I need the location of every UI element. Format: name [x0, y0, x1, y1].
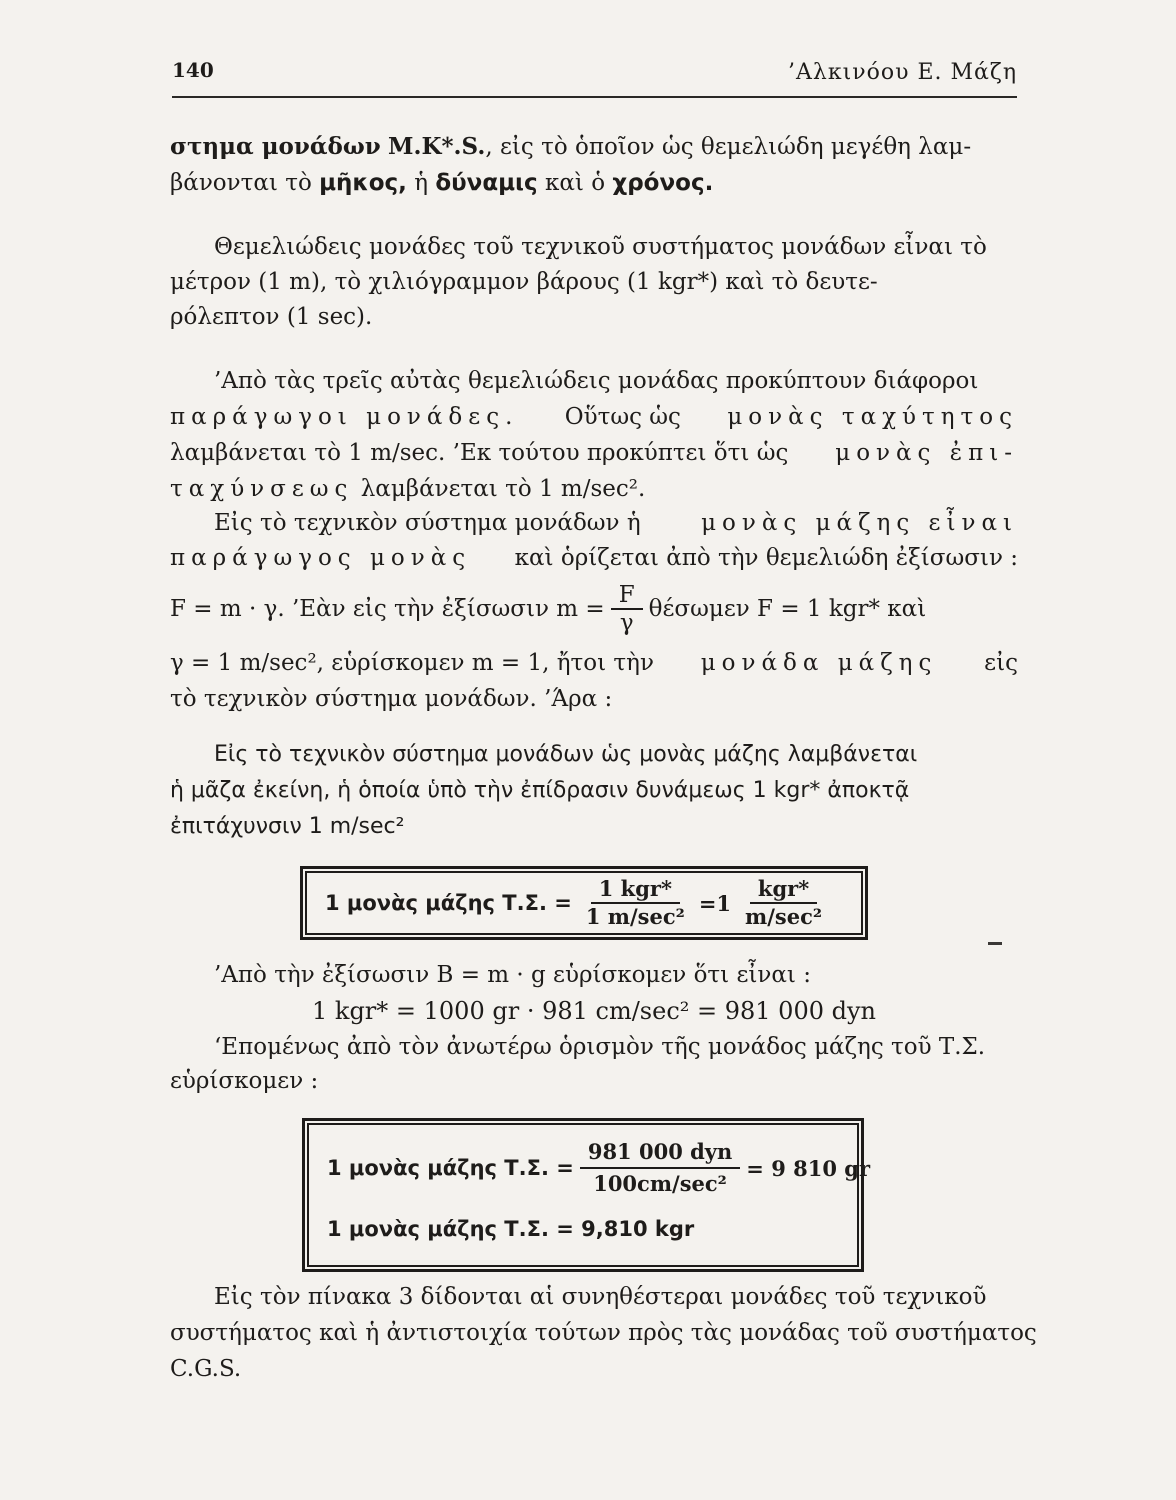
box-2-row-1-lhs: 1 μονὰς μάζης Τ.Σ. = — [327, 1156, 574, 1180]
fraction-numerator: 981 000 dyn — [580, 1137, 740, 1169]
text-span: ἡ — [414, 170, 429, 196]
spaced-term: μονὰς ἐπι- — [835, 440, 1018, 466]
paragraph-3-line-3 — [170, 438, 1018, 468]
fraction-numerator: 1 kgr* — [591, 876, 680, 904]
spaced-term: μονάδα μάζης — [700, 650, 938, 676]
paragraph-1-line-2 — [170, 168, 1018, 198]
spaced-term: παράγωγος μονὰς — [170, 545, 472, 571]
paragraph-5-line-3: ‘Επομένως ἀπὸ τὸν ἀνωτέρω ὁρισμὸν τῆς μονάδος μάζης τοῦ Τ.Σ. — [214, 1034, 986, 1060]
fraction-denominator: γ — [619, 610, 634, 636]
fraction-numerator: kgr* — [750, 876, 817, 904]
fraction-denominator: m/sec² — [745, 904, 823, 929]
page-header — [172, 56, 1017, 98]
print-mark — [988, 942, 1002, 945]
definition-line-1: Εἰς τὸ τεχνικὸν σύστημα μονάδων ὡς μονὰς μάζης λαμβάνεται — [214, 742, 918, 767]
paragraph-4-line-3 — [170, 580, 1018, 638]
spaced-term: μονὰς ταχύτητος — [727, 404, 1018, 430]
box-2-row-2: 1 μονὰς μάζης Τ.Σ. = 9,810 kgr — [327, 1217, 695, 1241]
text-span: F = m · γ. ’Εὰν εἰς τὴν ἐξίσωσιν m = — [170, 596, 605, 622]
box-1-fraction-2 — [737, 876, 830, 930]
text-span: στημα μονάδων — [170, 133, 381, 160]
spaced-term: ταχύνσεως — [170, 476, 354, 502]
bold-term: μῆκος, — [319, 170, 407, 196]
paragraph-6-line-2: συστήματος καὶ ἡ ἀντιστοιχία τούτων πρὸς τὰς μονάδας τοῦ συστήματος — [170, 1320, 1037, 1346]
paragraph-5-line-4: εὑρίσκομεν : — [170, 1068, 319, 1094]
fraction-f-over-gamma — [611, 582, 643, 636]
paragraph-1-line-1 — [170, 132, 1018, 162]
text-span: Οὕτως ὡς — [564, 404, 681, 430]
paragraph-5-line-1: ’Απὸ τὴν ἐξίσωσιν B = m · g εὑρίσκομεν ὅτι εἶναι : — [214, 962, 812, 988]
page-number: 140 — [172, 58, 214, 82]
text-span: M.K*.S. — [388, 133, 486, 160]
box-1-fraction-1 — [578, 876, 693, 930]
text-span: βάνονται τὸ — [170, 170, 312, 196]
text-span: θέσωμεν F = 1 kgr* καὶ — [648, 596, 927, 622]
box-2-row-1 — [327, 1135, 870, 1201]
text-span: λαμβάνεται τὸ 1 m/sec². — [360, 476, 646, 502]
box-2-fraction — [580, 1137, 740, 1199]
text-span: Εἰς τὸ τεχνικὸν σύστημα μονάδων ἡ — [214, 510, 641, 536]
fraction-numerator: F — [611, 582, 643, 610]
paragraph-2-line-3: ρόλεπτον (1 sec). — [170, 304, 373, 330]
paragraph-6-line-1: Εἰς τὸν πίνακα 3 δίδονται αἱ συνηθέστεραι μονάδες τοῦ τεχνικοῦ — [214, 1284, 987, 1310]
box-1-mid: =1 — [698, 890, 732, 916]
text-span: λαμβάνεται τὸ 1 m/sec. ’Εκ τούτου προκύπτει ὅτι ὡς — [170, 440, 789, 466]
paragraph-3-line-4 — [170, 474, 1018, 504]
text-span: καὶ ὁρίζεται ἀπὸ τὴν θεμελιώδη ἐξίσωσιν : — [514, 545, 1018, 571]
text-span: , εἰς τὸ ὁποῖον ὡς θεμελιώδη μεγέθη λαμ- — [485, 134, 972, 160]
paragraph-2-line-1: Θεμελιώδεις μονάδες τοῦ τεχνικοῦ συστήματος μονάδων εἶναι τὸ — [214, 234, 987, 260]
running-head: ’Αλκινόου Ε. Μάζη — [788, 60, 1017, 85]
fraction-denominator: 1 m/sec² — [585, 904, 685, 929]
spaced-term: μονὰς μάζης εἶναι — [701, 510, 1018, 536]
text-span: καὶ ὁ — [544, 170, 606, 196]
definition-line-2: ἡ μᾶζα ἐκείνη, ἡ ὁποία ὑπὸ τὴν ἐπίδρασιν δυνάμεως 1 kgr* ἀποκτᾷ — [170, 778, 910, 803]
paragraph-4-line-4 — [170, 648, 1018, 678]
paragraph-4-line-5: τὸ τεχνικὸν σύστημα μονάδων. ’Άρα : — [170, 686, 613, 712]
text-span: εἰς — [984, 650, 1018, 676]
paragraph-4-line-2 — [170, 543, 1018, 573]
fraction-denominator: 100cm/sec² — [593, 1171, 727, 1196]
definition-line-3: ἐπιτάχυνσιν 1 m/sec² — [170, 814, 405, 839]
text-span: γ = 1 m/sec², εὑρίσκομεν m = 1, ἤτοι τὴν — [170, 650, 654, 676]
unit-box-2 — [302, 1118, 871, 1272]
paragraph-2-line-2: μέτρον (1 m), τὸ χιλιόγραμμον βάρους (1 kgr*) καὶ τὸ δευτε- — [170, 269, 878, 295]
bold-term: δύναμις — [435, 170, 538, 196]
spaced-term: παράγωγοι μονάδες. — [170, 404, 519, 430]
paragraph-3-line-1: ’Απὸ τὰς τρεῖς αὐτὰς θεμελιώδεις μονάδας προκύπτουν διάφοροι — [214, 368, 979, 394]
bold-term: χρόνος. — [612, 170, 714, 196]
unit-box-1 — [300, 866, 868, 940]
paragraph-5-equation: 1 kgr* = 1000 gr · 981 cm/sec² = 981 000 dyn — [312, 997, 876, 1025]
paragraph-4-line-1 — [214, 508, 1018, 538]
box-1-formula — [325, 873, 836, 933]
box-1-lhs: 1 μονὰς μάζης Τ.Σ. = — [325, 891, 572, 915]
paragraph-6-line-3: C.G.S. — [170, 1356, 242, 1382]
paragraph-3-line-2 — [170, 402, 1018, 432]
box-2-row-1-rhs: = 9 810 gr — [746, 1155, 871, 1181]
